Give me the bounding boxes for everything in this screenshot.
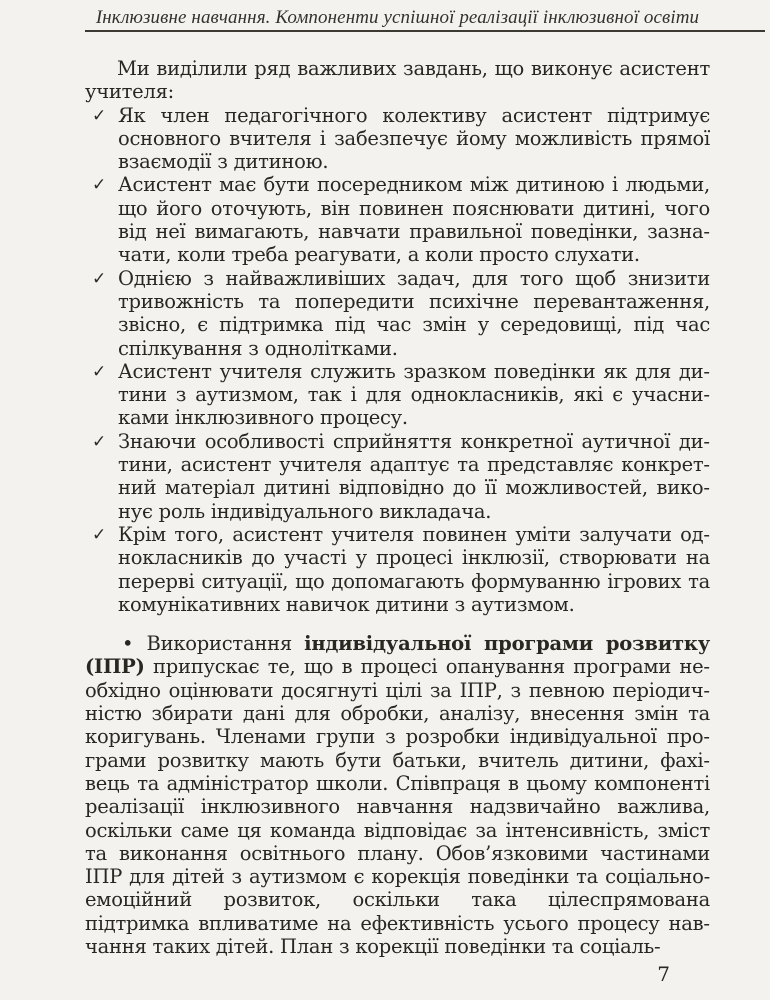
checkmark-icon: ✓ [92,524,107,545]
checklist-item-text: Як член педагогічного колективу асистент підтримує основного вчителя і забезпечує йому можливість прямої взаємодії з дитиною. [118,103,710,174]
running-header-title: Інклюзивне навчання. Компоненти успішної реалізації інклюзивної освіти [95,7,700,28]
checklist-item-text: Однією з найважливіших задач, для того щоб знизити тривожність та попередити психічне перевантаження, звісно, є підтримка під час змін у середовищі, під час спілкування з однолітками. [118,266,710,360]
checkmark-icon: ✓ [92,361,107,382]
page-number: 7 [657,962,670,986]
header-rule [85,30,765,32]
checklist-item [85,267,710,360]
checkmark-icon: ✓ [92,268,107,289]
checklist-item-text: Асистент має бути посередником між дитиною і людьми, що його оточують, він повинен пояснювати дитині, чого від неї вимагають, навчати правильної поведінки, зазначати, коли треба реагувати, а коли просто слухати. [118,173,710,267]
tasks-checklist [85,104,710,617]
ipr-paragraph [85,632,710,958]
checkmark-icon: ✓ [92,175,107,196]
checklist-item [85,104,710,174]
checklist-item-text: Асистент учителя служить зразком поведінки як для дитини з аутизмом, так і для однокласників, які є учасниками інклюзивного процесу. [118,359,710,430]
checklist-item-text: Знаючи особливості сприйняття конкретної аутичної дитини, асистент учителя адаптує та представляє конкретний матеріал дитині відповідно до її можливостей, виконує роль індивідуального викладача. [118,429,710,523]
page-header [85,7,710,32]
checklist-item [85,523,710,616]
page-content [85,0,710,958]
checkmark-icon: ✓ [92,431,107,452]
checklist-item [85,173,710,266]
page-body [85,57,710,958]
checkmark-icon: ✓ [92,105,107,126]
checklist-item [85,430,710,523]
ipr-paragraph-text: припускає те, що в процесі опанування програми необхідно оцінювати досягнуті цілі за ІПР, з певною періодичністю збирати дані для обробки, аналізу, внесення змін та коригувань. Членами групи з розробки індивідуальної програми розвитку мають бути батьки, вчитель дитини, фахівець та адміністратор школи. Співпраця в цьому компоненті реалізації інклюзивного навчання надзвичайно важлива, оскільки саме ця команда відповідає за інтенсивність, зміст та виконання освітнього плану. Обов’язковими частинами ІПР для дітей з аутизмом є корекція поведінки та соціально-емоційний розвиток, оскільки така цілеспрямована підтримка впливатиме на ефективність усього процесу навчання таких дітей. План з корекції поведінки та соціаль- [85,655,710,958]
ipr-paragraph-bold-text: індивідуальної програми розвитку (ІПР) [85,632,711,679]
intro-paragraph: Ми виділили ряд важливих завдань, що виконує асистент учителя: [85,57,710,104]
ipr-paragraph-text: Використання [146,632,305,656]
bullet-dot-icon: • [122,632,134,656]
checklist-item-text: Крім того, асистент учителя повинен уміти залучати однокласників до участі у процесі інклюзії, створювати на перерві ситуації, що допомагають формуванню ігрових та комунікативних навичок дитини з аутизмом. [118,522,710,616]
checklist-item [85,360,710,430]
